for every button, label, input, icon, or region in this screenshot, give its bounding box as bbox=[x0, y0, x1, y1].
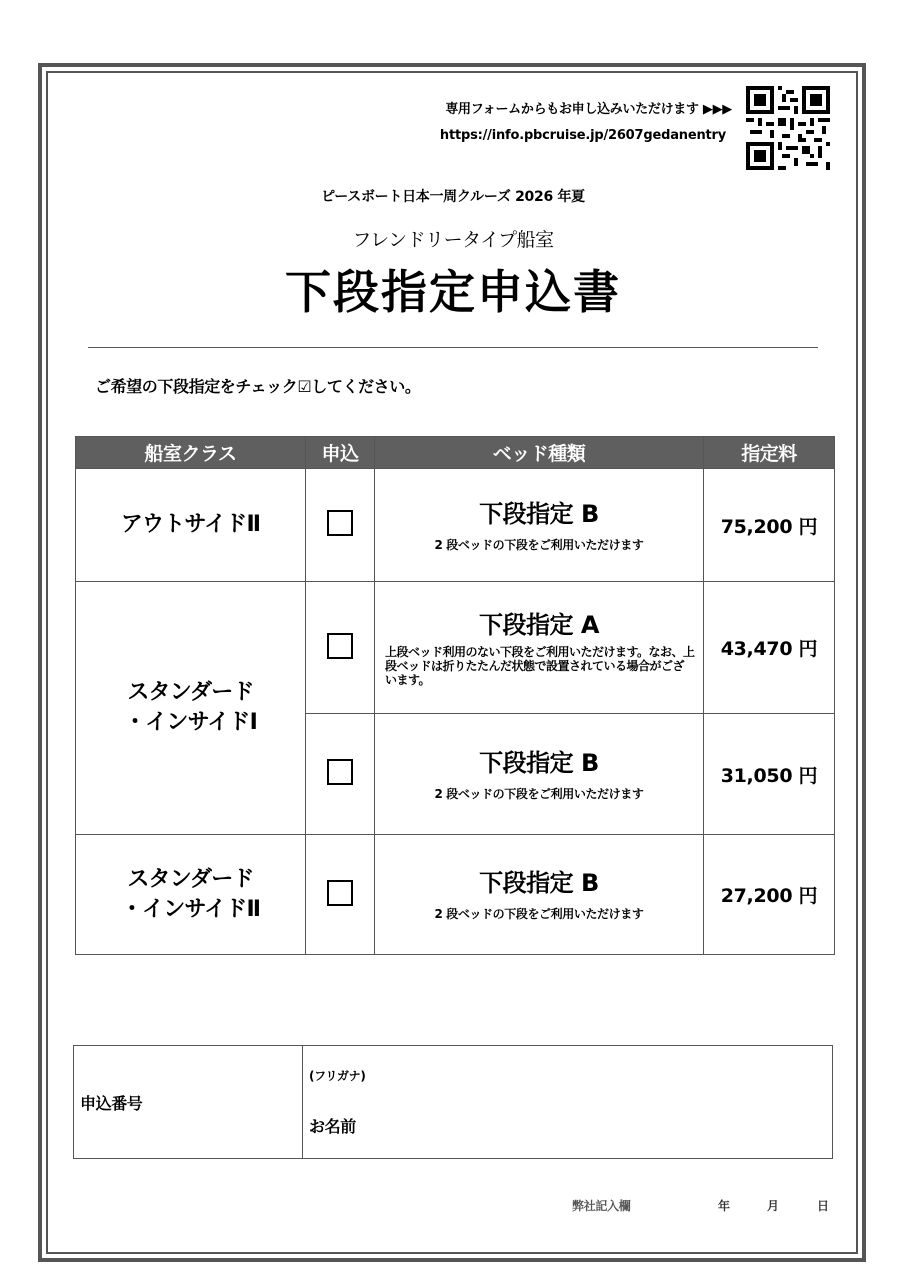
divider bbox=[88, 347, 818, 348]
checkbox-checked-icon: ☑ bbox=[297, 377, 312, 396]
fee-value: 27,200 円 bbox=[720, 885, 818, 907]
bed-type-desc: 2 段ベッドの下段をご利用いただけます bbox=[434, 907, 644, 921]
cabin-class-standard-inside-2-line1: スタンダード bbox=[127, 866, 254, 892]
header-fee: 指定料 bbox=[704, 437, 835, 469]
bed-type-title: 下段指定 A bbox=[479, 610, 599, 639]
apply-cell bbox=[306, 835, 375, 955]
cabin-class-outside-2: アウトサイドⅡ bbox=[120, 512, 261, 537]
cabin-class-standard-inside-1-line2: ・インサイドⅠ bbox=[123, 710, 258, 735]
bed-type-cell bbox=[375, 582, 704, 714]
fee-value: 75,200 円 bbox=[720, 515, 818, 538]
table-row bbox=[76, 835, 835, 955]
name-field[interactable] bbox=[303, 1046, 833, 1159]
header-cabin-class: 船室クラス bbox=[76, 437, 306, 469]
bed-type-desc: 2 段ベッドの下段をご利用いただけます bbox=[434, 786, 644, 801]
fee-cell bbox=[704, 835, 835, 955]
bed-type-desc: 2 段ベッドの下段をご利用いただけます bbox=[434, 537, 644, 552]
fee-value: 31,050 円 bbox=[720, 764, 818, 787]
header-bed-type: ベッド種類 bbox=[375, 437, 704, 469]
bed-type-title: 下段指定 B bbox=[479, 869, 599, 897]
bed-type-title: 下段指定 B bbox=[479, 748, 599, 777]
bed-type-cell bbox=[375, 835, 704, 955]
office-use-label: 弊社記入欄 bbox=[572, 1199, 631, 1213]
table-row bbox=[76, 582, 835, 714]
cabin-class-cell bbox=[76, 835, 306, 955]
table-header-row bbox=[76, 437, 835, 469]
fee-cell bbox=[704, 582, 835, 714]
entry-url[interactable]: https://info.pbcruise.jp/2607gedanentry bbox=[439, 128, 726, 143]
application-number-label: 申込番号 bbox=[80, 1093, 143, 1113]
bed-type-cell bbox=[375, 714, 704, 835]
name-label: お名前 bbox=[309, 1117, 356, 1136]
date-month-label: 月 bbox=[767, 1199, 780, 1213]
apply-checkbox-standard-inside-1-a[interactable] bbox=[327, 633, 353, 659]
instruction bbox=[95, 374, 420, 397]
fee-cell bbox=[704, 469, 835, 582]
apply-checkbox-outside-2-b[interactable] bbox=[327, 510, 353, 536]
qr-note: 専用フォームからもお申し込みいただけます ▶▶▶ bbox=[445, 102, 732, 117]
cabin-class-standard-inside-2-line2: ・インサイドⅡ bbox=[120, 896, 261, 922]
cruise-subtitle: ピースボート日本一周クルーズ 2026 年夏 bbox=[321, 189, 585, 205]
pricing-table bbox=[75, 436, 835, 955]
apply-cell bbox=[306, 469, 375, 582]
cabin-class-cell bbox=[76, 582, 306, 835]
application-table bbox=[73, 1045, 833, 1159]
fee-value: 43,470 円 bbox=[720, 638, 818, 660]
bed-type-title: 下段指定 B bbox=[479, 499, 599, 528]
table-row bbox=[76, 469, 835, 582]
qr-code-icon[interactable] bbox=[746, 86, 830, 170]
instruction-text-before: ご希望の下段指定をチェック bbox=[95, 377, 298, 396]
date-year-label: 年 bbox=[718, 1199, 731, 1213]
bed-type-cell bbox=[375, 469, 704, 582]
page-title: 下段指定申込書 bbox=[285, 265, 621, 319]
instruction-text-after: してください。 bbox=[311, 377, 421, 396]
bed-type-desc: 上段ベッド利用のない下段をご利用いただけます。なお、上段ベッドは折りたたんだ状態で設置されている場合がございます。 bbox=[385, 644, 695, 687]
apply-cell bbox=[306, 714, 375, 835]
application-number-field[interactable] bbox=[74, 1046, 303, 1159]
apply-checkbox-standard-inside-2-b[interactable] bbox=[327, 880, 353, 906]
cabin-type-label: フレンドリータイプ船室 bbox=[352, 229, 554, 251]
date-day-label: 日 bbox=[817, 1199, 830, 1213]
apply-cell bbox=[306, 582, 375, 714]
furigana-label: (フリガナ) bbox=[309, 1069, 366, 1083]
apply-checkbox-standard-inside-1-b[interactable] bbox=[327, 759, 353, 785]
cabin-class-cell bbox=[76, 469, 306, 582]
cabin-class-standard-inside-1-line1: スタンダード bbox=[127, 680, 254, 705]
header-apply: 申込 bbox=[306, 437, 375, 469]
fee-cell bbox=[704, 714, 835, 835]
